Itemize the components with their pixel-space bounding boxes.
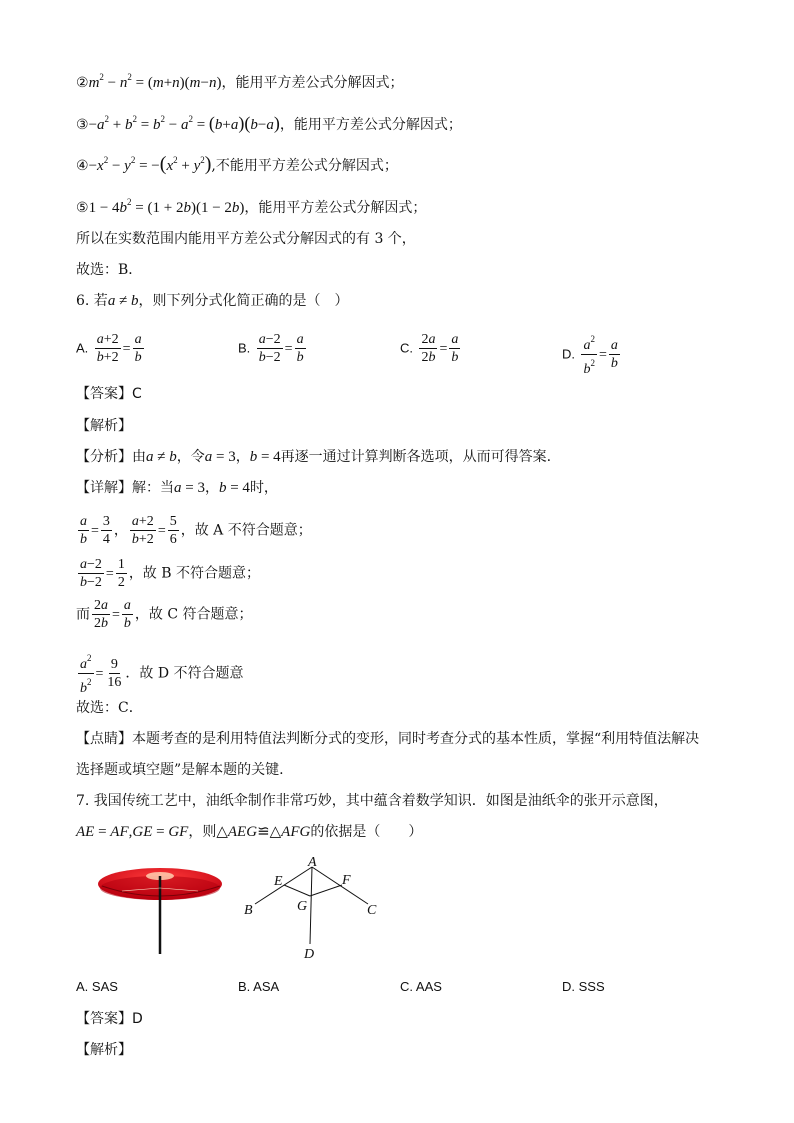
q6-answer: 【答案】C xyxy=(76,386,142,402)
q6-line-2: $\frac{a-2}{b-2}$ = $\frac{1}{2}$ ，故 B 不符合题意； xyxy=(80,557,261,590)
label-c: C xyxy=(367,903,377,918)
item-3: $③-a^2 + b^2 = b^2 - a^2 = (b+a)(b-a)$，能用平方差公式分解因式； xyxy=(76,113,462,133)
item-2-text: ，能用平方差公式分解因式； xyxy=(221,75,404,91)
q7-option-b[interactable]: B. ASA xyxy=(238,979,280,994)
summary-line: 所以在实数范围内能用平方差公式分解因式的有 3 个， xyxy=(76,231,416,247)
q6-stem: 6. 若a ≠ b，则下列分式化简正确的是（ ） xyxy=(76,293,349,309)
label-a: A xyxy=(308,855,317,870)
label-d: D xyxy=(304,947,315,962)
q6-choice: 故选：C． xyxy=(76,700,143,716)
umbrella-image xyxy=(92,858,232,958)
q6-option-c[interactable]: C. $\frac{2a}{2b}$ = $\frac{a}{b}$ xyxy=(400,332,459,365)
item-4: $④-x^2 - y^2 = -(x^2 + y^2)$,不能用平方差公式分解因式； xyxy=(76,153,398,175)
q6-option-d[interactable]: D. $\frac{a^2}{b^2}$ = $\frac{a}{b}$ xyxy=(562,331,622,378)
q6-xiangjie: 【详解】解：当a = 3，b = 4时， xyxy=(76,480,278,496)
q7-stem-1: 7. 我国传统工艺中，油纸伞制作非常巧妙，其中蕴含着数学知识．如图是油纸伞的张开示意图， xyxy=(76,793,668,809)
q6-line-4: $\frac{a^2}{b^2}$ = $\frac{9}{16}$ ．故 D 不符合题意 xyxy=(76,650,244,697)
q7-stem-2: AE = AF,GE = GF，则△AEG≌△AFG的依据是（ ） xyxy=(76,824,423,840)
q6-dianjing: 【点睛】本题考查的是利用特值法判断分式的变形，同时考查分式的基本性质，掌握“利用特值法解决 xyxy=(76,731,700,747)
q6-analysis-label: 【解析】 xyxy=(76,418,132,434)
q6-line-1: $\frac{a}{b}$ = $\frac{3}{4}$ ， $\frac{a+2}{b+2}$ = $\frac{5}{6}$ ，故 A 不符合题意； xyxy=(80,514,312,547)
q6-dianjing-2: 选择题或填空题”是解本题的关键. xyxy=(76,762,284,778)
q7-option-a[interactable]: A. SAS xyxy=(76,979,118,994)
item-2: $②m^2 - n^2 = (m+n)(m-n)$，能用平方差公式分解因式； xyxy=(76,72,404,91)
label-e: E xyxy=(274,874,283,889)
item-3-text: ，能用平方差公式分解因式； xyxy=(279,117,462,133)
q7-answer: 【答案】D xyxy=(76,1011,143,1027)
q6-fenxi: 【分析】由a ≠ b，令a = 3，b = 4再逐一通过计算判断各选项，从而可得答案. xyxy=(76,449,552,465)
q6-option-b[interactable]: B. $\frac{a-2}{b-2}$ = $\frac{a}{b}$ xyxy=(238,332,304,365)
label-f: F xyxy=(342,873,351,888)
choice-q5: 故选：B． xyxy=(76,262,143,278)
label-b: B xyxy=(244,903,253,918)
geometry-figure xyxy=(240,852,390,964)
q6-line-3: 而 $\frac{2a}{2b}$ = $\frac{a}{b}$ ，故 C 符合题意； xyxy=(76,598,253,631)
q6-option-a[interactable]: A. $\frac{a+2}{b+2}$ = $\frac{a}{b}$ xyxy=(76,332,142,365)
q7-option-c[interactable]: C. AAS xyxy=(400,979,442,994)
q7-analysis-label: 【解析】 xyxy=(76,1042,132,1058)
item-5-text: ，能用平方差公式分解因式； xyxy=(244,200,427,216)
q7-option-d[interactable]: D. SSS xyxy=(562,979,605,994)
item-4-text: ,不能用平方差公式分解因式； xyxy=(211,158,398,174)
item-5: ⑤1 − $4b^2 = (1 + 2b)(1 - 2b)$，能用平方差公式分解因式； xyxy=(76,197,427,216)
label-g: G xyxy=(297,899,308,914)
